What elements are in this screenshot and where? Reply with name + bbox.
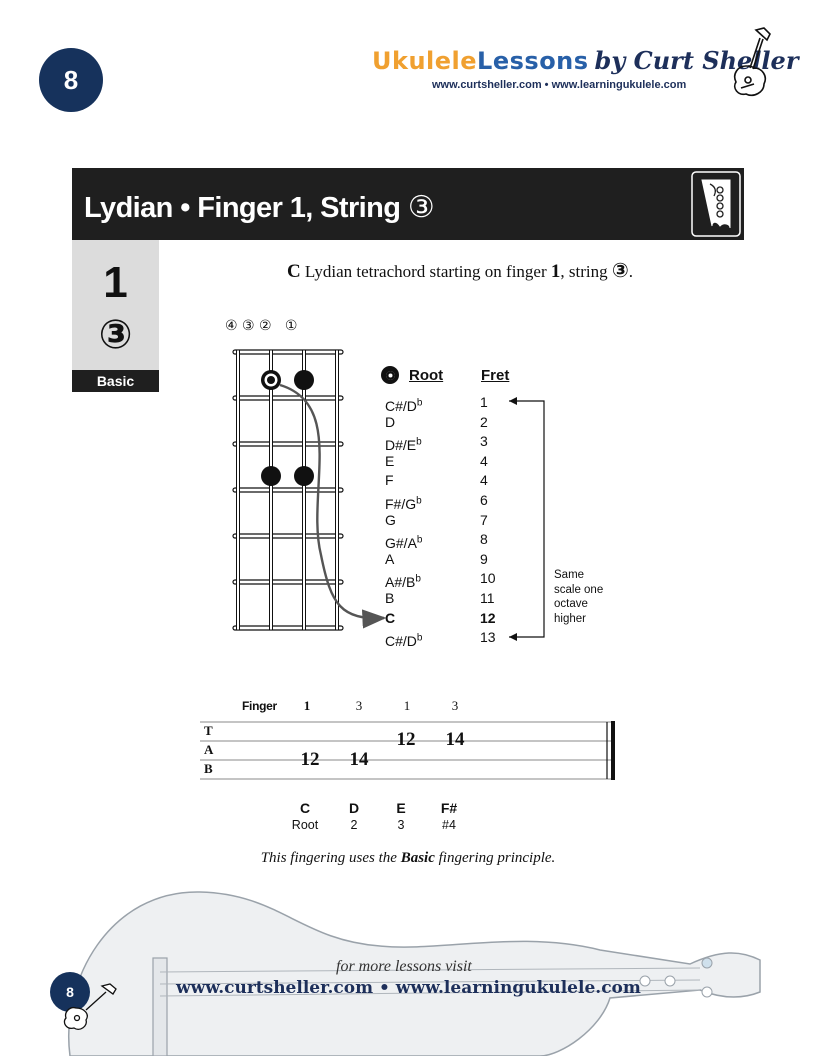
brand-logo bbox=[372, 46, 799, 76]
octave-note: Same scale one octave higher bbox=[554, 569, 604, 625]
tab-fret-number: 14 bbox=[445, 729, 465, 750]
note-name: D bbox=[385, 413, 396, 430]
side-tab-principle: Basic bbox=[72, 370, 159, 392]
fret-number: 9 bbox=[480, 550, 488, 567]
fret-number: 13 bbox=[480, 629, 496, 646]
ukulele-logo-icon bbox=[728, 26, 778, 98]
footer-websites: www.curtsheller.com • www.learningukulele.com bbox=[176, 978, 641, 998]
flat-sign: b bbox=[415, 573, 421, 585]
note-name: $C\#/D^b$ bbox=[385, 632, 423, 649]
note-row bbox=[385, 589, 495, 609]
fret-line bbox=[233, 350, 343, 354]
note-row bbox=[385, 452, 488, 472]
title-string-symbol: ③ bbox=[407, 190, 435, 225]
bracket-arrow-bottom bbox=[509, 633, 517, 641]
flat-sign: b bbox=[416, 436, 422, 448]
fret-line bbox=[233, 534, 343, 538]
caption-principle: Basic bbox=[400, 850, 435, 866]
fret-number: 4 bbox=[480, 452, 488, 469]
finger-dot bbox=[261, 466, 281, 486]
finger-number: 3 bbox=[355, 698, 363, 713]
note-row bbox=[385, 393, 488, 414]
note-row bbox=[385, 530, 488, 551]
note-row bbox=[385, 432, 488, 453]
degree-note: D bbox=[348, 800, 360, 816]
logo-lessons: Lessons bbox=[477, 47, 589, 75]
note-row bbox=[385, 569, 496, 591]
tab-fret-number: 12 bbox=[396, 729, 416, 750]
side-tab-string: ③ bbox=[98, 312, 133, 358]
page-title bbox=[84, 190, 434, 225]
fret-number: 4 bbox=[480, 472, 488, 489]
footer-page-number: 8 bbox=[50, 972, 90, 1012]
tab-letter: T bbox=[204, 723, 213, 738]
note-name: $G\#/A^b$ bbox=[385, 534, 423, 551]
note-name: $F\#/G^b$ bbox=[385, 495, 422, 512]
note-row bbox=[385, 471, 488, 491]
finger-number: 3 bbox=[451, 698, 459, 713]
logo-ukulele: Ukulele bbox=[372, 47, 478, 75]
finger-dot bbox=[294, 370, 314, 390]
note-row bbox=[385, 413, 488, 433]
note-name: $A\#/B^b$ bbox=[385, 573, 421, 591]
tab-fret-number: 14 bbox=[349, 749, 369, 770]
finger-number: 1 bbox=[403, 698, 411, 713]
note-row bbox=[385, 511, 488, 531]
legend-header bbox=[381, 367, 541, 387]
note-name: C bbox=[385, 609, 396, 626]
string-number-labels: ④ ③ ② ① bbox=[225, 318, 298, 334]
note-row bbox=[385, 628, 496, 649]
header-websites: www.curtsheller.com • www.learningukulele.com bbox=[432, 79, 687, 91]
degree-note: C bbox=[299, 800, 311, 816]
fret-number: 8 bbox=[480, 531, 488, 548]
fingering-caption bbox=[160, 850, 656, 867]
footer-visit-text: for more lessons visit bbox=[336, 958, 472, 975]
flat-sign: b bbox=[416, 397, 423, 408]
fret-number: 7 bbox=[480, 511, 488, 528]
fret-line bbox=[233, 396, 343, 400]
finger-dot bbox=[294, 466, 314, 486]
page-number-badge: 8 bbox=[39, 48, 103, 112]
finger-number: 1 bbox=[303, 698, 311, 713]
bracket-arrow-top bbox=[509, 397, 517, 405]
side-tab-finger: 1 bbox=[103, 258, 128, 307]
subtitle-text-2: , string bbox=[560, 262, 612, 281]
note-name: B bbox=[385, 590, 395, 606]
string-line bbox=[303, 350, 306, 630]
fingering-icon bbox=[690, 170, 742, 238]
fret-line bbox=[233, 488, 343, 492]
tab-letter: A bbox=[204, 742, 214, 757]
string-line bbox=[237, 350, 240, 630]
note-name: $C\#/D^b$ bbox=[385, 397, 423, 414]
string-line bbox=[270, 350, 273, 630]
fret-line bbox=[233, 442, 343, 446]
caption-text-2: fingering principle. bbox=[434, 850, 556, 866]
tab-letter: B bbox=[204, 761, 213, 776]
fret-number: 11 bbox=[480, 590, 495, 606]
fret-line bbox=[233, 626, 343, 630]
note-name: G bbox=[385, 511, 396, 528]
degree-value: 2 bbox=[350, 818, 358, 832]
fret-number: 10 bbox=[480, 570, 496, 587]
degree-value: Root bbox=[291, 818, 319, 832]
string-line bbox=[336, 350, 339, 630]
tab-fret-number: 12 bbox=[300, 749, 320, 770]
note-name: A bbox=[385, 550, 395, 567]
footer-ukulele-icon bbox=[62, 980, 124, 1032]
subtitle-text-3: . bbox=[628, 262, 634, 281]
legend-fret-header: Fret bbox=[481, 367, 510, 384]
subtitle-key: C bbox=[286, 261, 301, 282]
note-row bbox=[385, 609, 496, 629]
logo-byline: by Curt Sheller bbox=[594, 46, 799, 75]
finger-label: Finger bbox=[242, 699, 277, 713]
flat-sign: b bbox=[416, 495, 422, 506]
note-row bbox=[385, 491, 488, 512]
fret-number: 3 bbox=[480, 433, 488, 450]
lesson-subtitle bbox=[160, 258, 760, 283]
note-name: $D\#/E^b$ bbox=[385, 436, 422, 453]
subtitle-finger: 1 bbox=[550, 261, 561, 282]
fret-number: 1 bbox=[480, 394, 488, 410]
flat-sign: b bbox=[416, 534, 423, 546]
subtitle-string: ③ bbox=[611, 258, 629, 282]
note-name: E bbox=[385, 452, 395, 469]
subtitle-text-1: Lydian tetrachord starting on finger bbox=[300, 262, 551, 281]
note-name: F bbox=[385, 472, 394, 489]
degree-note: E bbox=[396, 800, 406, 816]
title-text: Lydian • Finger 1, String bbox=[84, 192, 401, 224]
fret-number: 6 bbox=[480, 492, 488, 508]
legend-root-header: Root bbox=[409, 367, 444, 384]
fret-number: 12 bbox=[480, 609, 496, 626]
flat-sign: b bbox=[416, 632, 423, 644]
degree-note: F# bbox=[440, 800, 458, 816]
note-row bbox=[385, 550, 488, 570]
degree-value: #4 bbox=[442, 818, 456, 832]
root-center bbox=[267, 376, 275, 384]
caption-text-1: This fingering uses the bbox=[260, 850, 401, 866]
octave-bracket bbox=[509, 401, 544, 637]
fret-number: 2 bbox=[480, 413, 488, 430]
degree-value: 3 bbox=[397, 818, 405, 832]
